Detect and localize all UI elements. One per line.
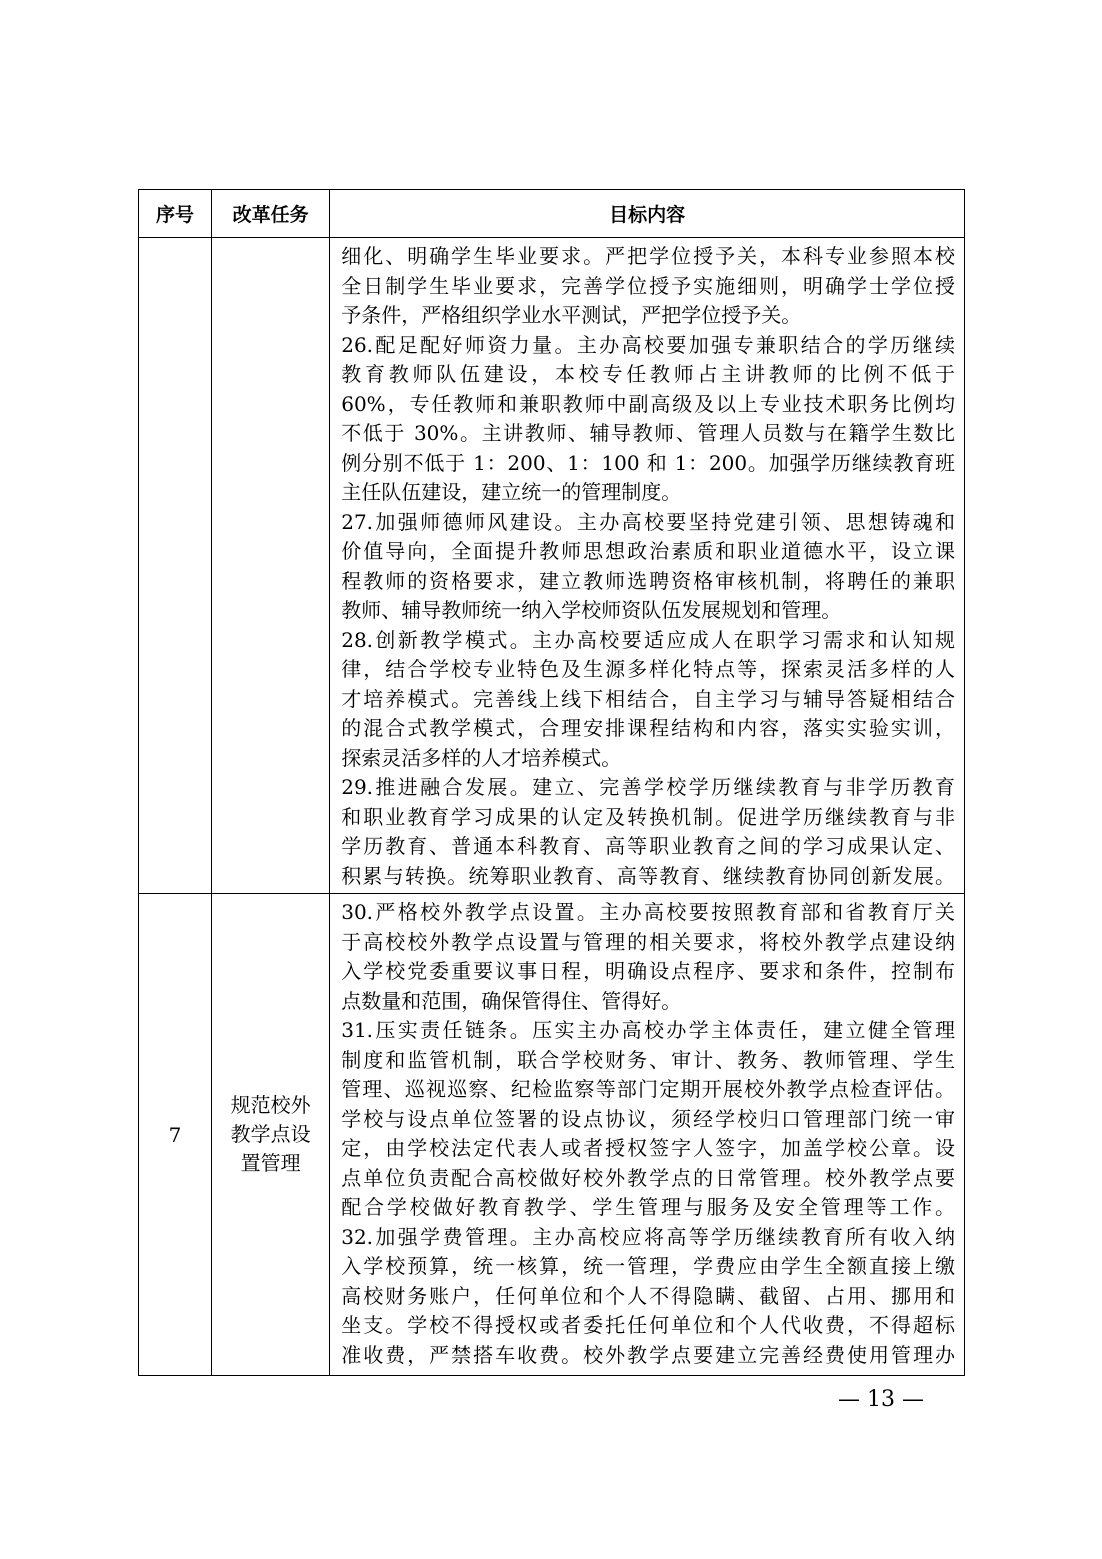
- content-line: 律，结合学校专业特色及生源多样化特点等，探索灵活多样的人: [341, 657, 955, 681]
- content-line: 价值导向，全面提升教师思想政治素质和职业道德水平，设立课: [341, 539, 955, 563]
- content-line: 不低于 30%。主讲教师、辅导教师、管理人员数与在籍学生数比: [341, 421, 955, 445]
- table-row: [139, 894, 965, 1376]
- header-content: 目标内容: [330, 190, 965, 238]
- content-line: 入学校党委重要议事日程，明确设点程序、要求和条件，控制布: [341, 959, 955, 983]
- row-number-cell: 7: [139, 894, 212, 1376]
- content-line: 教师、辅导教师统一纳入学校师资队伍发展规划和管理。: [341, 598, 842, 622]
- content-line: 入学校预算，统一核算，统一管理，学费应由学生全额直接上缴: [341, 1254, 955, 1278]
- content-line: 积累与转换。统筹职业教育、高等教育、继续教育协同创新发展。: [341, 863, 955, 888]
- row-task-cell: [212, 238, 330, 894]
- header-task: 改革任务: [212, 190, 330, 238]
- content-line: 程教师的资格要求，建立教师选聘资格审核机制，将聘任的兼职: [341, 568, 955, 593]
- content-line: 和职业教育学习成果的认定及转换机制。促进学历继续教育与非: [341, 804, 955, 829]
- content-line: 全日制学生毕业要求，完善学位授予实施细则，明确学士学位授: [341, 273, 955, 298]
- content-line: 30.严格校外教学点设置。主办高校要按照教育部和省教育厅关: [341, 900, 955, 924]
- row-content-cell: [330, 238, 965, 894]
- content-line: 坐支。学校不得授权或者委托任何单位和个人代收费，不得超标: [341, 1313, 955, 1337]
- page-number: — 13 —: [838, 1387, 924, 1412]
- content-line: 29.推进融合发展。建立、完善学校学历继续教育与非学历教育: [341, 775, 955, 799]
- row-content-cell: [330, 894, 965, 1376]
- content-line: 高校财务账户，任何单位和个人不得隐瞒、截留、占用、挪用和: [341, 1283, 955, 1308]
- content-line: 例分别不低于 1：200、1：100 和 1：200。加强学历继续教育班: [341, 450, 955, 475]
- task-line: 置管理: [240, 1151, 301, 1175]
- content-line: 点数量和范围，确保管得住、管得好。: [341, 988, 682, 1013]
- row-task-cell: [212, 894, 330, 1376]
- content-line: 准收费，严禁搭车收费。校外教学点要建立完善经费使用管理办: [341, 1342, 955, 1367]
- content-line: 60%，专任教师和兼职教师中副高级及以上专业技术职务比例均: [341, 391, 955, 416]
- content-line: 管理、巡视巡察、纪检监察等部门定期开展校外教学点检查评估。: [341, 1077, 955, 1101]
- content-line: 学校与设点单位签署的设点协议，须经学校归口管理部门统一审: [341, 1106, 955, 1131]
- content-line: 31.压实责任链条。压实主办高校办学主体责任，建立健全管理: [341, 1018, 955, 1042]
- content-line: 配合学校做好教育教学、学生管理与服务及安全管理等工作。: [341, 1195, 955, 1219]
- content-line: 32.加强学费管理。主办高校应将高等学历继续教育所有收入纳: [341, 1224, 955, 1249]
- content-line: 制度和监管机制，联合学校财务、审计、教务、教师管理、学生: [341, 1047, 955, 1072]
- header-number: 序号: [139, 190, 212, 238]
- content-line: 的混合式教学模式，合理安排课程结构和内容，落实实验实训，: [341, 716, 955, 740]
- content-line: 主任队伍建设，建立统一的管理制度。: [341, 480, 682, 504]
- task-line: 教学点设: [230, 1122, 311, 1146]
- content-line: 学历教育、普通本科教育、高等职业教育之间的学习成果认定、: [341, 834, 955, 858]
- content-line: 26.配足配好师资力量。主办高校要加强专兼职结合的学历继续: [341, 332, 955, 357]
- content-line: 28.创新教学模式。主办高校要适应成人在职学习需求和认知规: [341, 627, 955, 652]
- content-line: 定，由学校法定代表人或者授权签字人签字，加盖学校公章。设: [341, 1136, 955, 1160]
- content-line: 细化、明确学生毕业要求。严把学位授予关，本科专业参照本校: [341, 244, 955, 268]
- table-row: [139, 238, 965, 894]
- content-line: 27.加强师德师风建设。主办高校要坚持党建引领、思想铸魂和: [341, 509, 955, 534]
- content-line: 教育教师队伍建设，本校专任教师占主讲教师的比例不低于: [341, 362, 955, 386]
- content-line: 点单位负责配合高校做好校外教学点的日常管理。校外教学点要: [341, 1165, 955, 1190]
- table-header-row: [139, 190, 965, 238]
- content-line: 于高校校外教学点设置与管理的相关要求，将校外教学点建设纳: [341, 929, 955, 954]
- row-number-cell: [139, 238, 212, 894]
- content-line: 予条件，严格组织学业水平测试，严把学位授予关。: [341, 303, 802, 327]
- content-line: 探索灵活多样的人才培养模式。: [341, 745, 622, 770]
- content-line: 才培养模式。完善线上线下相结合，自主学习与辅导答疑相结合: [341, 686, 955, 711]
- task-line: 规范校外: [230, 1093, 311, 1117]
- reform-task-table: [138, 189, 965, 1376]
